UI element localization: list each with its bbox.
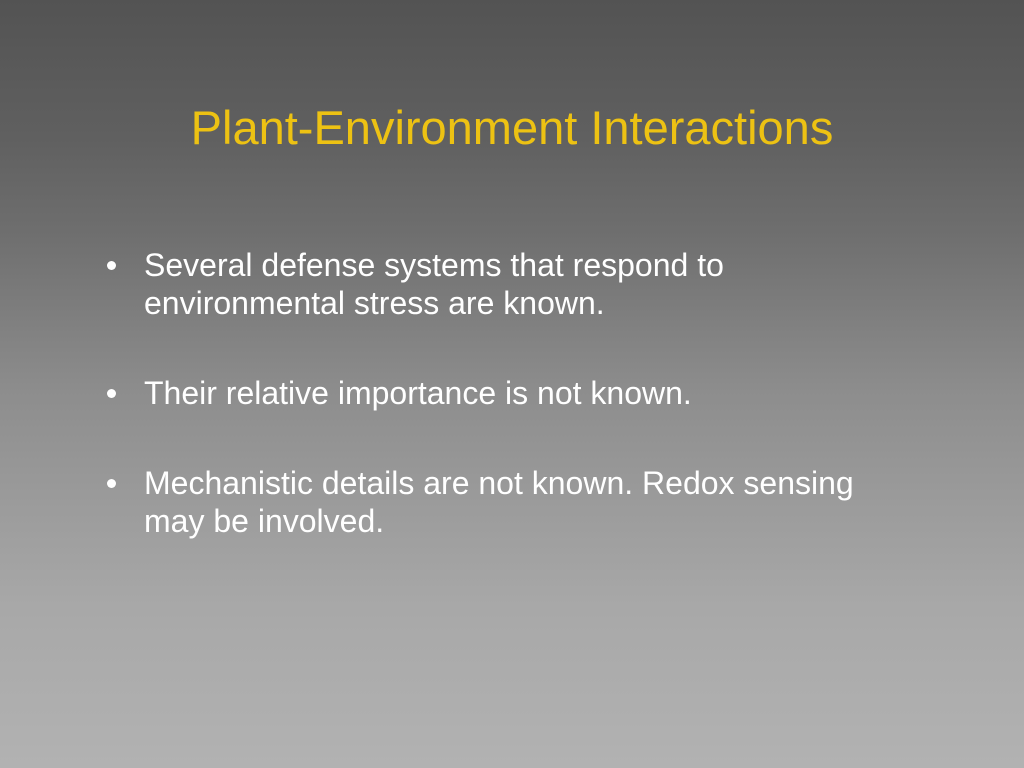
bullet-text-line: Several defense systems that respond to <box>144 247 724 283</box>
bullet-text-line: Their relative importance is not known. <box>144 375 692 411</box>
slide-title: Plant-Environment Interactions <box>190 101 834 154</box>
bullet-text-line: may be involved. <box>144 503 385 539</box>
bullet-dot-icon <box>107 479 116 488</box>
bullet-item <box>107 464 957 540</box>
bullet-text <box>144 464 854 540</box>
bullet-text-line: environmental stress are known. <box>144 285 605 321</box>
bullet-item <box>107 374 957 412</box>
bullet-text-line: Mechanistic details are not known. Redox sensing <box>144 465 854 501</box>
bullet-text <box>144 374 692 412</box>
bullet-item <box>107 246 957 322</box>
bullet-dot-icon <box>107 261 116 270</box>
bullet-list <box>107 246 957 592</box>
bullet-text <box>144 246 724 322</box>
bullet-dot-icon <box>107 389 116 398</box>
